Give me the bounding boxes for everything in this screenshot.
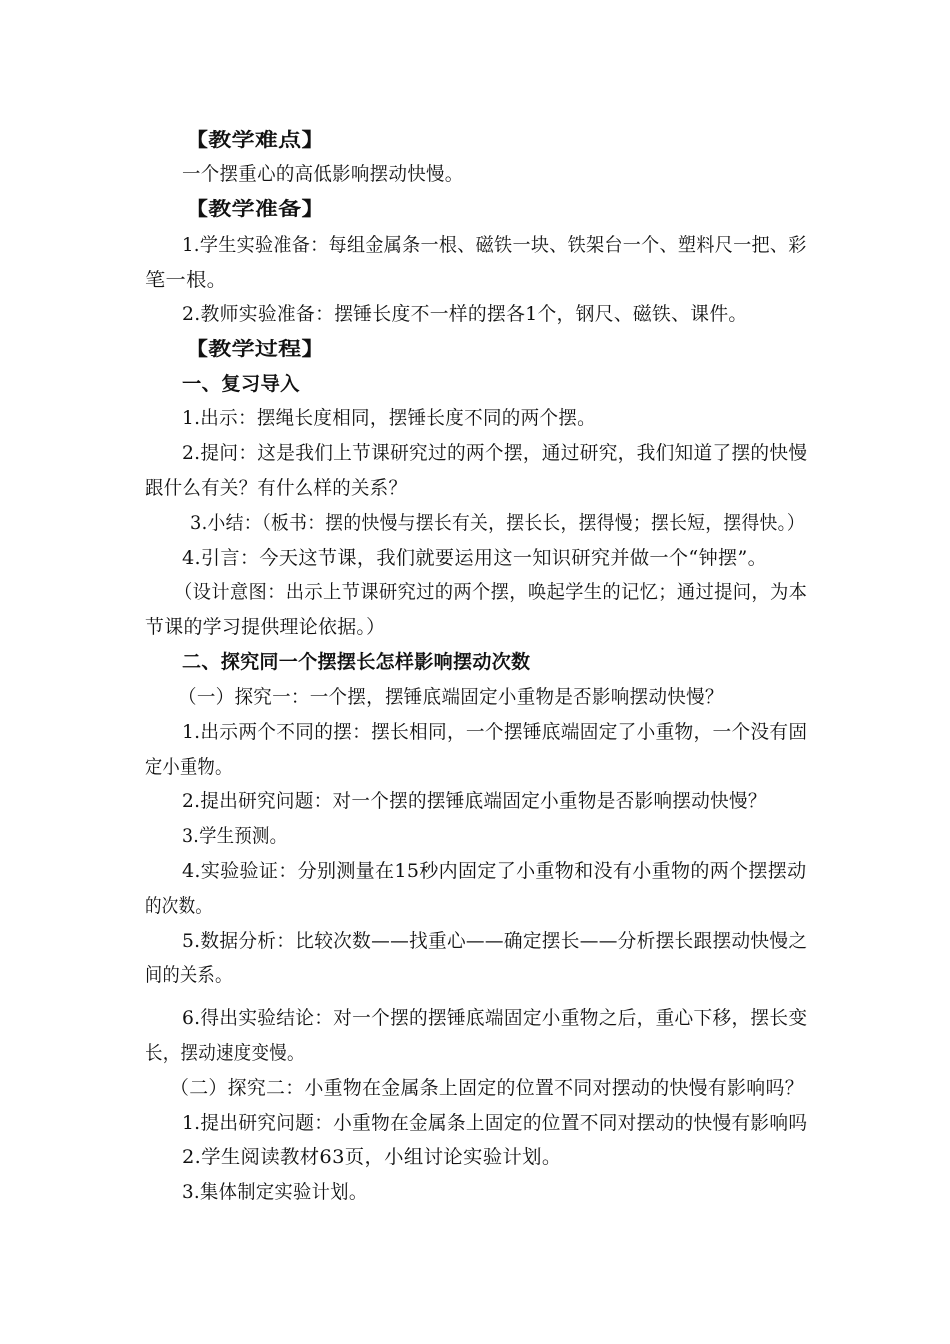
section-2-item-5-line1: 5.数据分析：比较次数——找重心——确定摆长——分析摆长跟摆动快慢之 xyxy=(182,930,808,952)
section-1-item-2-line2: 跟什么有关？有什么样的关系？ xyxy=(145,477,408,499)
section-1-item-2-line1: 2.提问：这是我们上节课研究过的两个摆，通过研究，我们知道了摆的快慢 xyxy=(182,442,808,464)
paragraph-difficulty: 一个摆重心的高低影响摆动快慢。 xyxy=(182,163,464,185)
section-2-question-2: （二）探究二：小重物在金属条上固定的位置不同对摆动的快慢有影响吗？ xyxy=(170,1077,804,1099)
section-2-item-1-line1: 1.出示两个不同的摆：摆长相同，一个摆锤底端固定了小重物，一个没有固 xyxy=(182,721,808,743)
paragraph-prep-student-line1: 1.学生实验准备：每组金属条一根、磁铁一块、铁架台一个、塑料尺一把、彩 xyxy=(182,234,807,256)
section-2-item-6-line1: 6.得出实验结论：对一个摆的摆锤底端固定小重物之后，重心下移，摆长变 xyxy=(182,1007,808,1029)
section-2-item-3: 3.学生预测。 xyxy=(182,825,288,847)
heading-teaching-preparation: 【教学准备】 xyxy=(185,198,325,220)
section-2-item-2: 2.提出研究问题：对一个摆的摆锤底端固定小重物是否影响摆动快慢？ xyxy=(182,790,767,812)
section-2-q2-item-2: 2.学生阅读教材63页，小组讨论实验计划。 xyxy=(182,1146,562,1168)
section-2-item-4-line2: 的次数。 xyxy=(145,895,213,917)
section-2-item-6-line2: 长，摆动速度变慢。 xyxy=(145,1042,305,1064)
section-1-title: 一、复习导入 xyxy=(182,373,300,395)
section-1-item-3: 3.小结：（板书：摆的快慢与摆长有关，摆长长，摆得慢；摆长短，摆得快。） xyxy=(190,512,805,534)
paragraph-prep-teacher: 2.教师实验准备：摆锤长度不一样的摆各1个，钢尺、磁铁、课件。 xyxy=(182,303,748,325)
section-2-title: 二、探究同一个摆摆长怎样影响摆动次数 xyxy=(182,651,531,673)
section-2-item-1-line2: 定小重物。 xyxy=(145,756,233,778)
section-2-question-1: （一）探究一：一个摆，摆锤底端固定小重物是否影响摆动快慢？ xyxy=(178,686,724,708)
section-2-item-4-line1: 4.实验验证：分别测量在15秒内固定了小重物和没有小重物的两个摆摆动 xyxy=(182,860,807,882)
heading-teaching-process: 【教学过程】 xyxy=(185,338,325,360)
section-1-item-1: 1.出示：摆绳长度相同，摆锤长度不同的两个摆。 xyxy=(182,407,597,429)
section-2-q2-item-3: 3.集体制定实验计划。 xyxy=(182,1181,368,1203)
section-1-design-intent-line2: 节课的学习提供理论依据。） xyxy=(145,616,386,638)
heading-teaching-difficulty: 【教学难点】 xyxy=(185,129,325,151)
section-1-item-4: 4.引言：今天这节课，我们就要运用这一知识研究并做一个“钟摆”。 xyxy=(182,547,768,569)
paragraph-prep-student-line2: 笔一根。 xyxy=(145,269,228,291)
section-2-item-5-line2: 间的关系。 xyxy=(145,964,233,986)
section-1-design-intent-line1: （设计意图：出示上节课研究过的两个摆，唤起学生的记忆；通过提问，为本 xyxy=(174,581,808,603)
section-2-q2-item-1: 1.提出研究问题：小重物在金属条上固定的位置不同对摆动的快慢有影响吗 xyxy=(182,1112,808,1134)
